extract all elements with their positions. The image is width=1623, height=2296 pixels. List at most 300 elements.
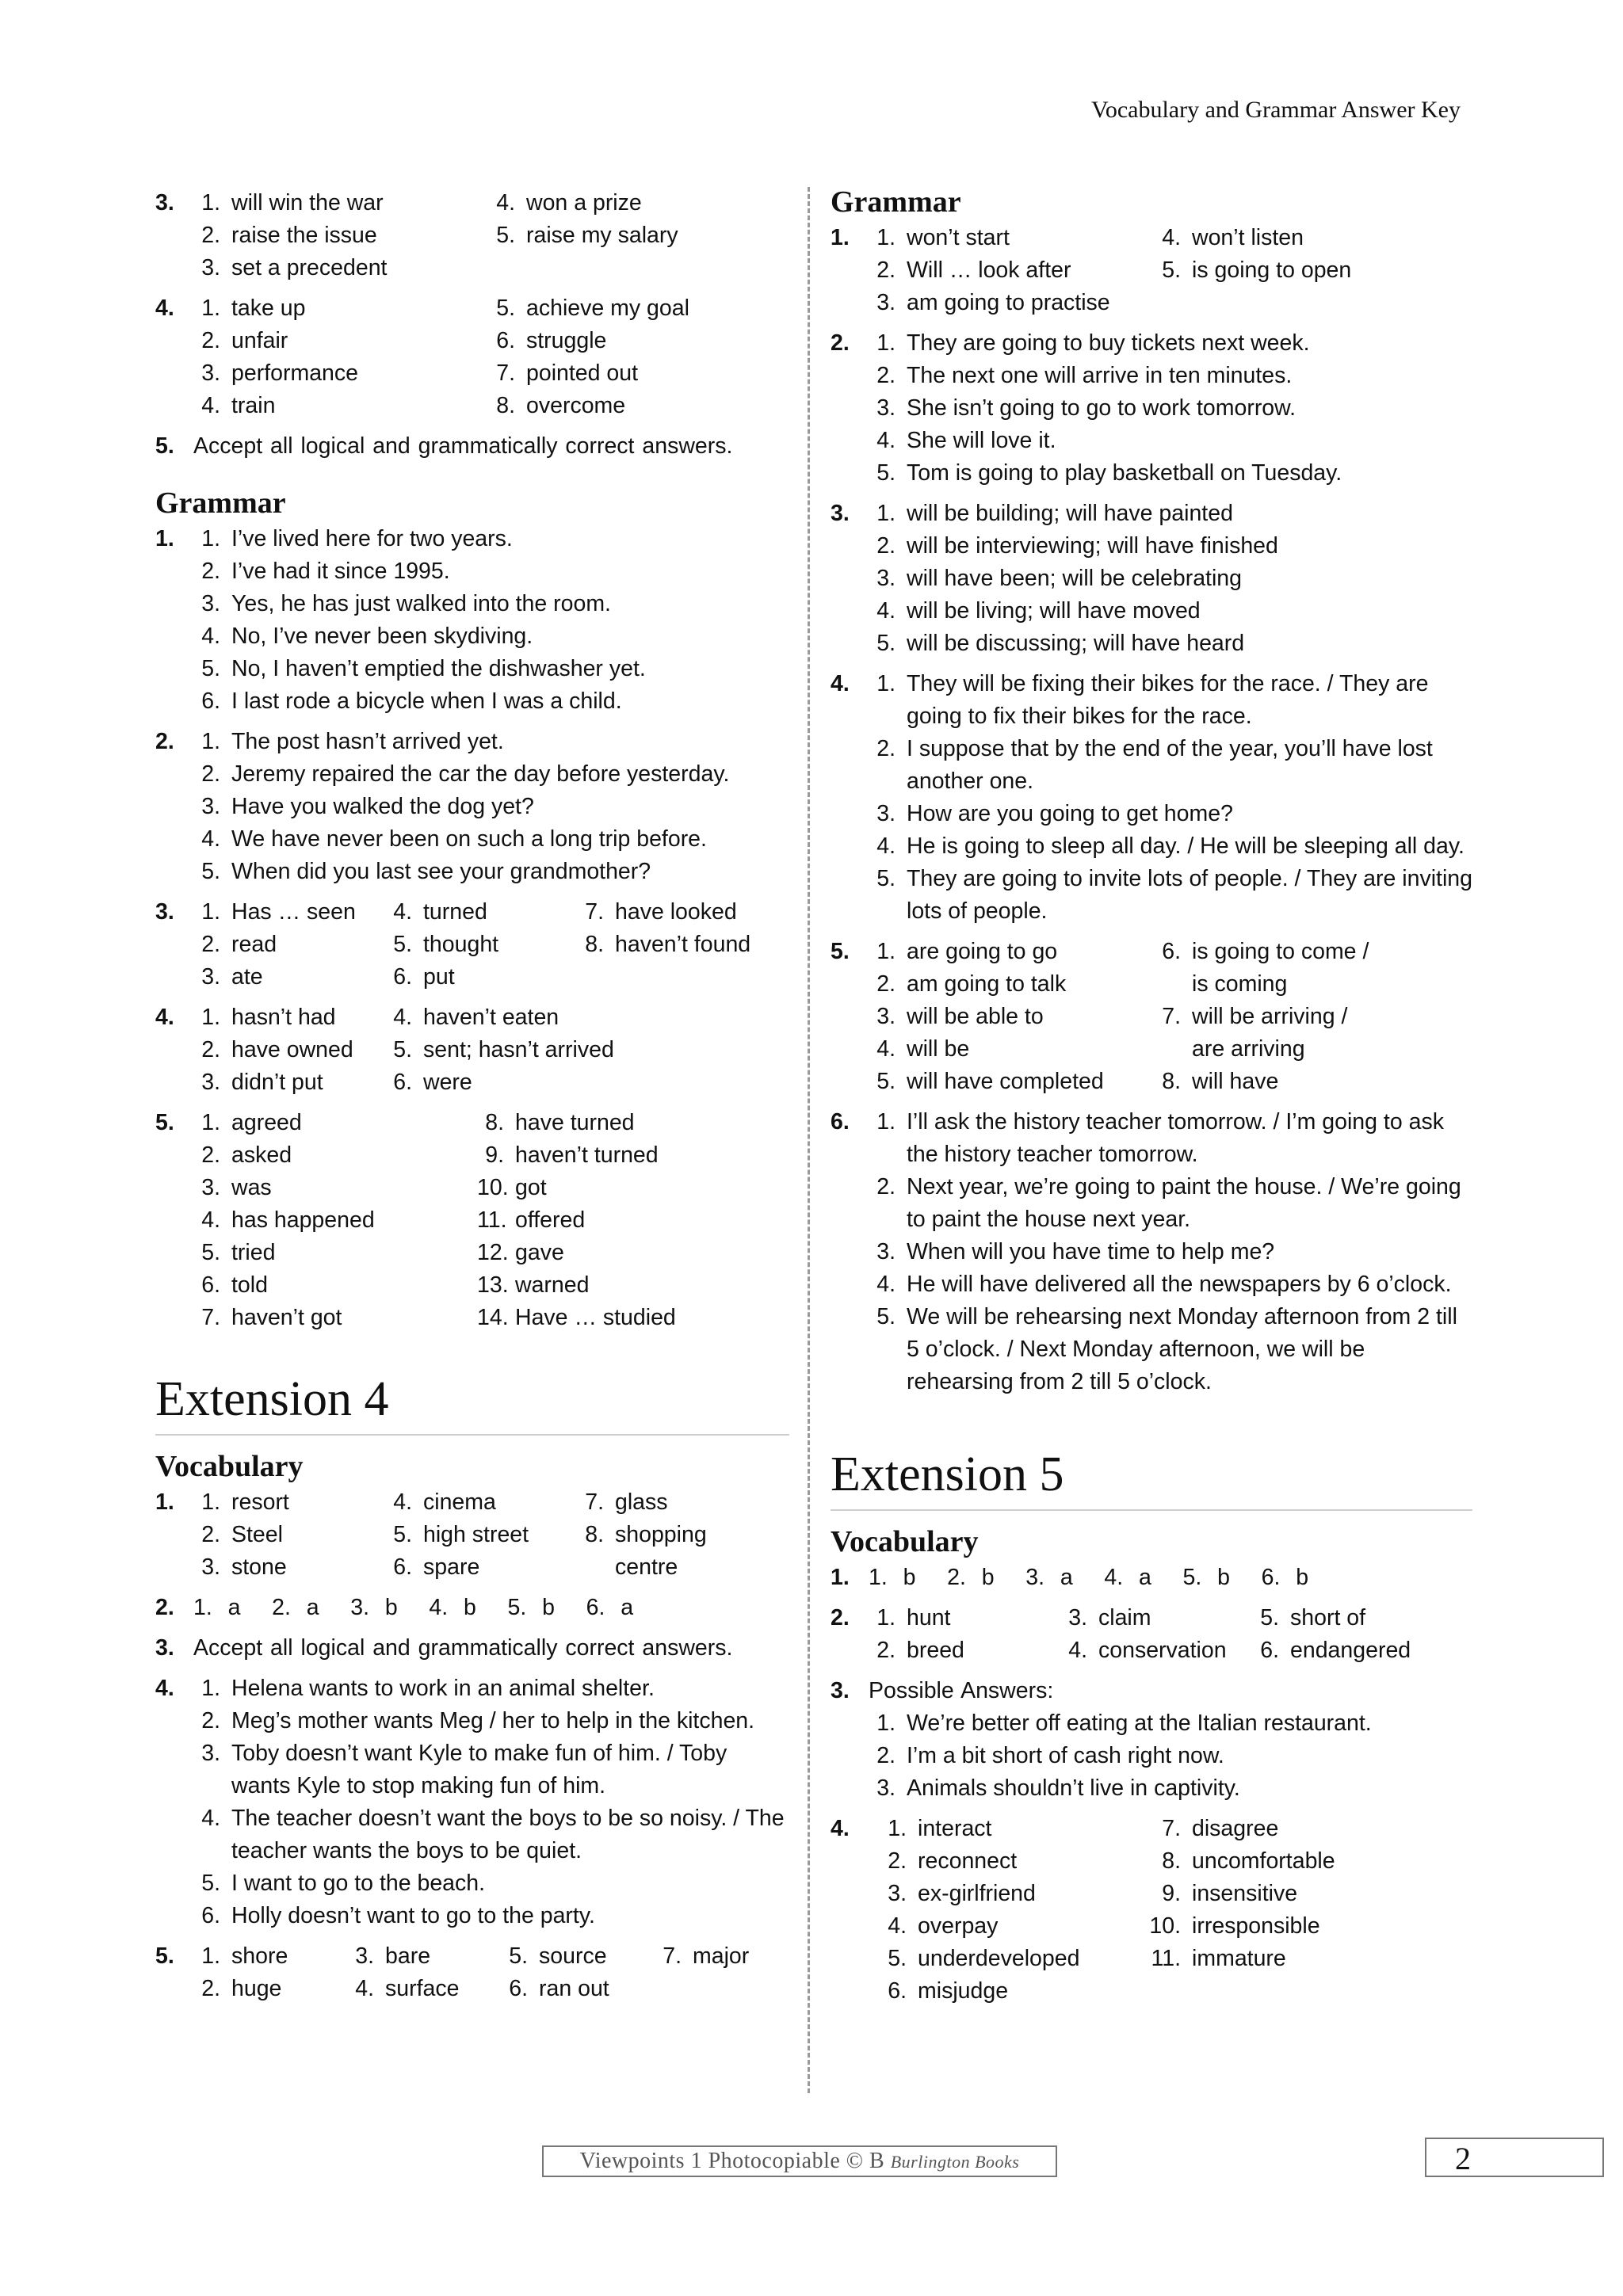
- answer-item: [193, 1900, 789, 1932]
- item-text: read: [231, 932, 277, 957]
- answer-item: [1143, 1878, 1472, 1910]
- answer-item: [488, 219, 789, 252]
- item-text: is coming: [1192, 971, 1288, 997]
- item-text: overpay: [918, 1913, 999, 1939]
- item-text: centre: [615, 1554, 678, 1580]
- answer-item: [577, 929, 789, 961]
- item-number: [577, 1551, 604, 1584]
- answer-item: [869, 1975, 1143, 2008]
- item-number: 3.: [201, 591, 220, 616]
- item-text: will be interviewing; will have finished: [907, 533, 1278, 559]
- item-text: uncomfortable: [1192, 1848, 1335, 1874]
- answer-item: [869, 1943, 1143, 1975]
- item-number: 3.: [201, 964, 220, 990]
- item-text: bare: [385, 1943, 431, 1969]
- item-number: 4.: [876, 833, 896, 859]
- answer-item: [1060, 1602, 1252, 1634]
- answer-item: [193, 1172, 477, 1204]
- answer-item: [193, 961, 385, 994]
- exercise: [155, 1107, 789, 1334]
- item-number: 2.: [201, 328, 220, 353]
- item-text: raise my salary: [526, 223, 678, 248]
- item-number: 6.: [201, 688, 220, 714]
- item-text: Toby doesn’t want Kyle to make fun of him. / Toby wants Kyle to stop making fun of him.: [231, 1741, 727, 1798]
- item-number: 6.: [393, 1070, 412, 1095]
- item-number: 4.: [876, 598, 896, 624]
- item-number: 5.: [876, 460, 896, 486]
- item-text: ran out: [539, 1976, 609, 2001]
- item-number: 4.: [496, 190, 515, 215]
- item-text: Steel: [231, 1522, 283, 1547]
- answer-list: [193, 1672, 789, 1932]
- exercise-number: 1.: [831, 225, 850, 250]
- item-text: He is going to sleep all day. / He will be sleeping all day.: [907, 833, 1465, 859]
- answer-item: [869, 457, 1472, 490]
- answer-list: [193, 523, 789, 718]
- answer-item: [488, 357, 789, 390]
- item-text: set a precedent: [231, 255, 388, 280]
- exercise-number: 1.: [155, 1489, 174, 1515]
- item-text: pointed out: [526, 360, 639, 386]
- answer-list: [869, 327, 1472, 490]
- item-text: sent; hasn’t arrived: [423, 1037, 614, 1062]
- item-text: asked: [231, 1142, 292, 1168]
- item-text: How are you going to get home?: [907, 801, 1233, 826]
- answer-item: [193, 758, 789, 791]
- item-number: 2.: [201, 1142, 220, 1168]
- item-number: 1.: [201, 296, 220, 321]
- item-number: 3.: [888, 1881, 907, 1906]
- item-number: 5.: [876, 866, 896, 891]
- item-number: 13.: [477, 1272, 509, 1298]
- item-number: 2.: [876, 971, 896, 997]
- item-number: 11.: [1151, 1946, 1181, 1971]
- answer-item: [193, 823, 789, 856]
- exercise: [831, 936, 1472, 1098]
- exercise-text: Accept all logical and grammatically correct answers.: [193, 1635, 733, 1661]
- answer-item: [193, 523, 789, 555]
- item-number: 3.: [201, 1175, 220, 1200]
- answer-item: [193, 1737, 789, 1802]
- answer-item: [477, 1139, 789, 1172]
- footer-copyright: © B: [846, 2149, 885, 2173]
- item-number: 5.: [509, 1943, 528, 1969]
- answer-item: [477, 1237, 789, 1269]
- item-number: 10.: [1149, 1913, 1181, 1939]
- item-number: 7.: [585, 899, 604, 925]
- item-text: will be: [907, 1036, 970, 1062]
- item-number: 6.: [201, 1272, 220, 1298]
- answer-item: [869, 595, 1472, 627]
- answer-item: [193, 856, 789, 888]
- item-number: 6.: [1260, 1638, 1279, 1663]
- item-text: spare: [423, 1554, 480, 1580]
- answer-item: [193, 1705, 789, 1737]
- vocabulary-heading: Vocabulary: [831, 1525, 979, 1558]
- item-text: I last rode a bicycle when I was a child.: [231, 688, 622, 714]
- item-number: 6.: [393, 964, 412, 990]
- item-text: He will have delivered all the newspapers by 6 o’clock.: [907, 1272, 1452, 1297]
- answer-grid: [193, 1940, 789, 2005]
- item-number: 8.: [585, 932, 604, 957]
- exercise: [155, 187, 789, 284]
- answer-item: [477, 1204, 789, 1237]
- item-text: I’m a bit short of cash right now.: [907, 1743, 1224, 1768]
- item-number: 14.: [477, 1305, 509, 1330]
- answer-item: [1252, 1634, 1472, 1667]
- item-number: 1.: [201, 526, 220, 551]
- answer-item: [869, 936, 1154, 968]
- answer-item: [193, 252, 488, 284]
- exercise: [831, 222, 1472, 319]
- answer-item: [869, 530, 1472, 563]
- item-text: got: [515, 1175, 547, 1200]
- item-text: resort: [231, 1489, 289, 1515]
- item-text: unfair: [231, 328, 288, 353]
- item-number: 2.: [888, 1848, 907, 1874]
- item-text: Have … studied: [515, 1305, 676, 1330]
- item-text: Helena wants to work in an animal shelter.: [231, 1676, 655, 1701]
- item-number: 6.: [201, 1903, 220, 1928]
- answer-item: [193, 1672, 789, 1705]
- item-number: 3.: [201, 1741, 220, 1766]
- answer-item: [869, 425, 1472, 457]
- item-number: 1.: [201, 729, 220, 754]
- exercise-number: 1.: [155, 526, 174, 551]
- answer-item: [869, 733, 1472, 798]
- item-number: 2.: [201, 761, 220, 787]
- item-text: cinema: [423, 1489, 496, 1515]
- item-text: warned: [515, 1272, 590, 1298]
- item-text: take up: [231, 296, 306, 321]
- answer-item: [193, 685, 789, 718]
- item-number: [1154, 968, 1181, 1001]
- item-number: 2.: [876, 736, 896, 761]
- answer-item: [869, 222, 1154, 254]
- item-text: will be living; will have moved: [907, 598, 1201, 624]
- item-text: didn’t put: [231, 1070, 323, 1095]
- answer-item: [488, 325, 789, 357]
- item-text: performance: [231, 360, 358, 386]
- item-text: raise the issue: [231, 223, 377, 248]
- answer-item: [385, 929, 577, 961]
- item-number: 8.: [585, 1522, 604, 1547]
- item-text: stone: [231, 1554, 287, 1580]
- item-number: 5.: [888, 1946, 907, 1971]
- answer-grid: [869, 1602, 1472, 1667]
- item-number: 4.: [201, 1207, 220, 1233]
- item-text: I’ve lived here for two years.: [231, 526, 513, 551]
- item-number: 3.: [876, 566, 896, 591]
- exercise-number: 5.: [155, 1943, 174, 1969]
- item-text: overcome: [526, 393, 626, 418]
- item-number: 8.: [1162, 1848, 1181, 1874]
- answer-item: [577, 1551, 789, 1584]
- item-text: are arriving: [1192, 1036, 1305, 1062]
- answer-item: [869, 254, 1154, 287]
- item-number: 3.: [1068, 1605, 1087, 1630]
- item-number: 4.: [393, 1005, 412, 1030]
- answer-item: [193, 1940, 347, 1973]
- item-number: 5.: [201, 656, 220, 681]
- exercise: [155, 1672, 789, 1932]
- answer-item: [193, 1867, 789, 1900]
- answer-item: [193, 1973, 347, 2005]
- item-number: 7.: [663, 1943, 682, 1969]
- answer-item: [193, 929, 385, 961]
- answer-item: [655, 1940, 789, 1973]
- answer-item: [1154, 1066, 1472, 1098]
- answer-item: [869, 1910, 1143, 1943]
- item-text: haven’t got: [231, 1305, 342, 1330]
- item-number: 7.: [201, 1305, 220, 1330]
- answer-item: [193, 1237, 477, 1269]
- item-text: gave: [515, 1240, 564, 1265]
- item-number: 9.: [1162, 1881, 1181, 1906]
- item-number: 11.: [477, 1207, 507, 1233]
- item-text: will win the war: [231, 190, 384, 215]
- answer-item: [869, 360, 1472, 392]
- item-text: am going to practise: [907, 290, 1110, 315]
- item-text: surface: [385, 1976, 460, 2001]
- item-number: 8.: [485, 1110, 504, 1135]
- item-number: 4.: [1162, 225, 1181, 250]
- answer-list: [869, 668, 1472, 928]
- item-text: am going to talk: [907, 971, 1067, 997]
- item-number: 1.: [201, 1943, 220, 1969]
- item-text: haven’t turned: [515, 1142, 659, 1168]
- item-text: endangered: [1290, 1638, 1411, 1663]
- item-text: will be able to: [907, 1004, 1044, 1029]
- item-text: Have you walked the dog yet?: [231, 794, 534, 819]
- item-text: achieve my goal: [526, 296, 689, 321]
- item-number: 7.: [1162, 1816, 1181, 1841]
- exercise-number: 5.: [155, 1110, 174, 1135]
- exercise: [155, 1940, 789, 2005]
- exercise-number: 2.: [831, 330, 850, 356]
- item-text: Animals shouldn’t live in captivity.: [907, 1775, 1240, 1801]
- item-number: 1.: [888, 1816, 907, 1841]
- answer-item: [193, 620, 789, 653]
- item-number: 3.: [201, 1070, 220, 1095]
- item-number: 9.: [485, 1142, 504, 1168]
- answer-grid: [869, 1813, 1472, 2008]
- answer-item: [193, 187, 488, 219]
- answer-item: [869, 1268, 1472, 1301]
- item-text: reconnect: [918, 1848, 1018, 1874]
- exercise-number: 2.: [155, 1595, 174, 1620]
- item-number: 5.: [393, 932, 412, 957]
- answer-item: [869, 1001, 1154, 1033]
- extension-4-heading: Extension 4: [155, 1366, 789, 1436]
- item-number: 1.: [201, 1489, 220, 1515]
- item-text: They are going to invite lots of people. / They are inviting lots of people.: [907, 866, 1472, 924]
- answer-item: [1154, 1001, 1472, 1033]
- item-text: were: [423, 1070, 472, 1095]
- exercise: [155, 726, 789, 888]
- item-text: I’ve had it since 1995.: [231, 559, 450, 584]
- item-text: put: [423, 964, 455, 990]
- item-number: 8.: [496, 393, 515, 418]
- item-number: 5.: [393, 1037, 412, 1062]
- item-number: 2.: [876, 1174, 896, 1199]
- item-text: The next one will arrive in ten minutes.: [907, 363, 1293, 388]
- item-number: 3.: [201, 255, 220, 280]
- left-column: [155, 187, 789, 2013]
- item-number: 1.: [201, 1676, 220, 1701]
- item-text: irresponsible: [1192, 1913, 1320, 1939]
- answer-item: [477, 1172, 789, 1204]
- item-text: interact: [918, 1816, 992, 1841]
- exercise: [831, 1106, 1472, 1398]
- item-text: breed: [907, 1638, 964, 1663]
- exercise-number: 2.: [155, 729, 174, 754]
- answer-item: [1143, 1910, 1472, 1943]
- item-number: 5.: [201, 1871, 220, 1896]
- vocabulary-heading: Vocabulary: [155, 1450, 304, 1483]
- answer-item: [385, 1551, 577, 1584]
- answer-item: [193, 726, 789, 758]
- answer-item: [869, 327, 1472, 360]
- item-text: Holly doesn’t want to go to the party.: [231, 1903, 595, 1928]
- exercise-number: 3.: [155, 899, 174, 925]
- exercise-number: 4.: [831, 671, 850, 696]
- item-number: 1.: [201, 1110, 220, 1135]
- answer-list: [869, 1707, 1472, 1805]
- item-number: 3.: [876, 1239, 896, 1264]
- item-number: 4.: [876, 428, 896, 453]
- answer-item: [193, 1519, 385, 1551]
- answer-item: [477, 1269, 789, 1302]
- extension-5-heading: Extension 5: [831, 1441, 1472, 1511]
- item-text: When will you have time to help me?: [907, 1239, 1275, 1264]
- answer-grid: [193, 1107, 789, 1334]
- answer-row: 1. a 2. a 3. b 4. b 5. b 6. a: [193, 1595, 634, 1620]
- answer-item: [488, 292, 789, 325]
- answer-item: [1252, 1602, 1472, 1634]
- item-number: 4.: [888, 1913, 907, 1939]
- item-number: 4.: [393, 899, 412, 925]
- item-text: have turned: [515, 1110, 635, 1135]
- item-number: 7.: [496, 360, 515, 386]
- exercise-number: 5.: [155, 433, 174, 459]
- answer-grid: [869, 222, 1472, 319]
- exercise-text: Possible Answers:: [869, 1678, 1054, 1703]
- answer-item: [385, 1066, 789, 1099]
- answer-item: [193, 1551, 385, 1584]
- answer-item: [1154, 222, 1472, 254]
- answer-item: [193, 1066, 385, 1099]
- answer-item: [488, 390, 789, 422]
- answer-item: [869, 668, 1472, 733]
- item-number: 1.: [876, 1711, 896, 1736]
- answer-item: [869, 1634, 1060, 1667]
- exercise-number: 4.: [155, 1005, 174, 1030]
- exercise: [831, 1813, 1472, 2008]
- answer-item: [385, 1486, 577, 1519]
- exercise: [155, 1592, 789, 1624]
- item-number: 1.: [201, 1005, 220, 1030]
- answer-item: [193, 791, 789, 823]
- page-header: Vocabulary and Grammar Answer Key: [1091, 97, 1461, 123]
- item-number: 1.: [876, 939, 896, 964]
- item-number: 7.: [585, 1489, 604, 1515]
- answer-item: [869, 627, 1472, 660]
- item-text: glass: [615, 1489, 668, 1515]
- item-text: was: [231, 1175, 272, 1200]
- item-text: will have: [1192, 1069, 1279, 1094]
- item-number: 1.: [876, 1605, 896, 1630]
- item-text: No, I’ve never been skydiving.: [231, 624, 533, 649]
- item-text: We will be rehearsing next Monday afternoon from 2 till 5 o’clock. / Next Monday afternoon, we will be rehearsing from 2 till 5 o’clock.: [907, 1304, 1457, 1394]
- answer-item: [193, 292, 488, 325]
- item-number: 1.: [876, 501, 896, 526]
- answer-item: [385, 961, 577, 994]
- item-number: 5.: [496, 296, 515, 321]
- item-text: high street: [423, 1522, 529, 1547]
- right-column: [831, 187, 1472, 2016]
- exercise-number: 1.: [831, 1565, 850, 1590]
- item-number: 4.: [393, 1489, 412, 1515]
- item-number: [1154, 1033, 1181, 1066]
- item-text: ate: [231, 964, 263, 990]
- answer-item: [193, 325, 488, 357]
- grammar-heading: Grammar: [155, 486, 286, 520]
- item-number: 4.: [201, 624, 220, 649]
- item-number: 3.: [876, 395, 896, 421]
- exercise-text: Accept all logical and grammatically correct answers.: [193, 433, 733, 459]
- exercise: [831, 668, 1472, 928]
- footer-book: Viewpoints 1 Photocopiable: [579, 2149, 841, 2173]
- exercise-number: 6.: [831, 1109, 850, 1135]
- item-text: underdeveloped: [918, 1946, 1080, 1971]
- exercise: [155, 1001, 789, 1099]
- item-number: 3.: [876, 1775, 896, 1801]
- exercise-number: 4.: [155, 296, 174, 321]
- item-text: We’re better off eating at the Italian restaurant.: [907, 1711, 1372, 1736]
- item-number: 2.: [201, 1522, 220, 1547]
- item-number: 1.: [876, 330, 896, 356]
- exercise: [831, 1675, 1472, 1805]
- answer-item: [193, 588, 789, 620]
- exercise-number: 4.: [155, 1676, 174, 1701]
- answer-item: [1154, 968, 1472, 1001]
- answer-item: [869, 1602, 1060, 1634]
- item-text: source: [539, 1943, 607, 1969]
- item-number: 2.: [201, 1708, 220, 1733]
- item-text: are going to go: [907, 939, 1058, 964]
- answer-item: [193, 1034, 385, 1066]
- answer-item: [869, 392, 1472, 425]
- item-number: 1.: [201, 899, 220, 925]
- exercise-number: 3.: [831, 501, 850, 526]
- answer-item: [869, 863, 1472, 928]
- answer-item: [869, 1878, 1143, 1910]
- item-number: 2.: [201, 1976, 220, 2001]
- item-text: haven’t eaten: [423, 1005, 559, 1030]
- item-text: I want to go to the beach.: [231, 1871, 486, 1896]
- item-text: shore: [231, 1943, 288, 1969]
- item-number: 3.: [201, 1554, 220, 1580]
- exercise: [831, 1562, 1472, 1594]
- answer-grid: [193, 292, 789, 422]
- item-text: has happened: [231, 1207, 375, 1233]
- item-text: will be building; will have painted: [907, 501, 1233, 526]
- item-text: turned: [423, 899, 487, 925]
- answer-item: [869, 798, 1472, 830]
- exercise: [155, 523, 789, 718]
- answer-item: [869, 1171, 1472, 1236]
